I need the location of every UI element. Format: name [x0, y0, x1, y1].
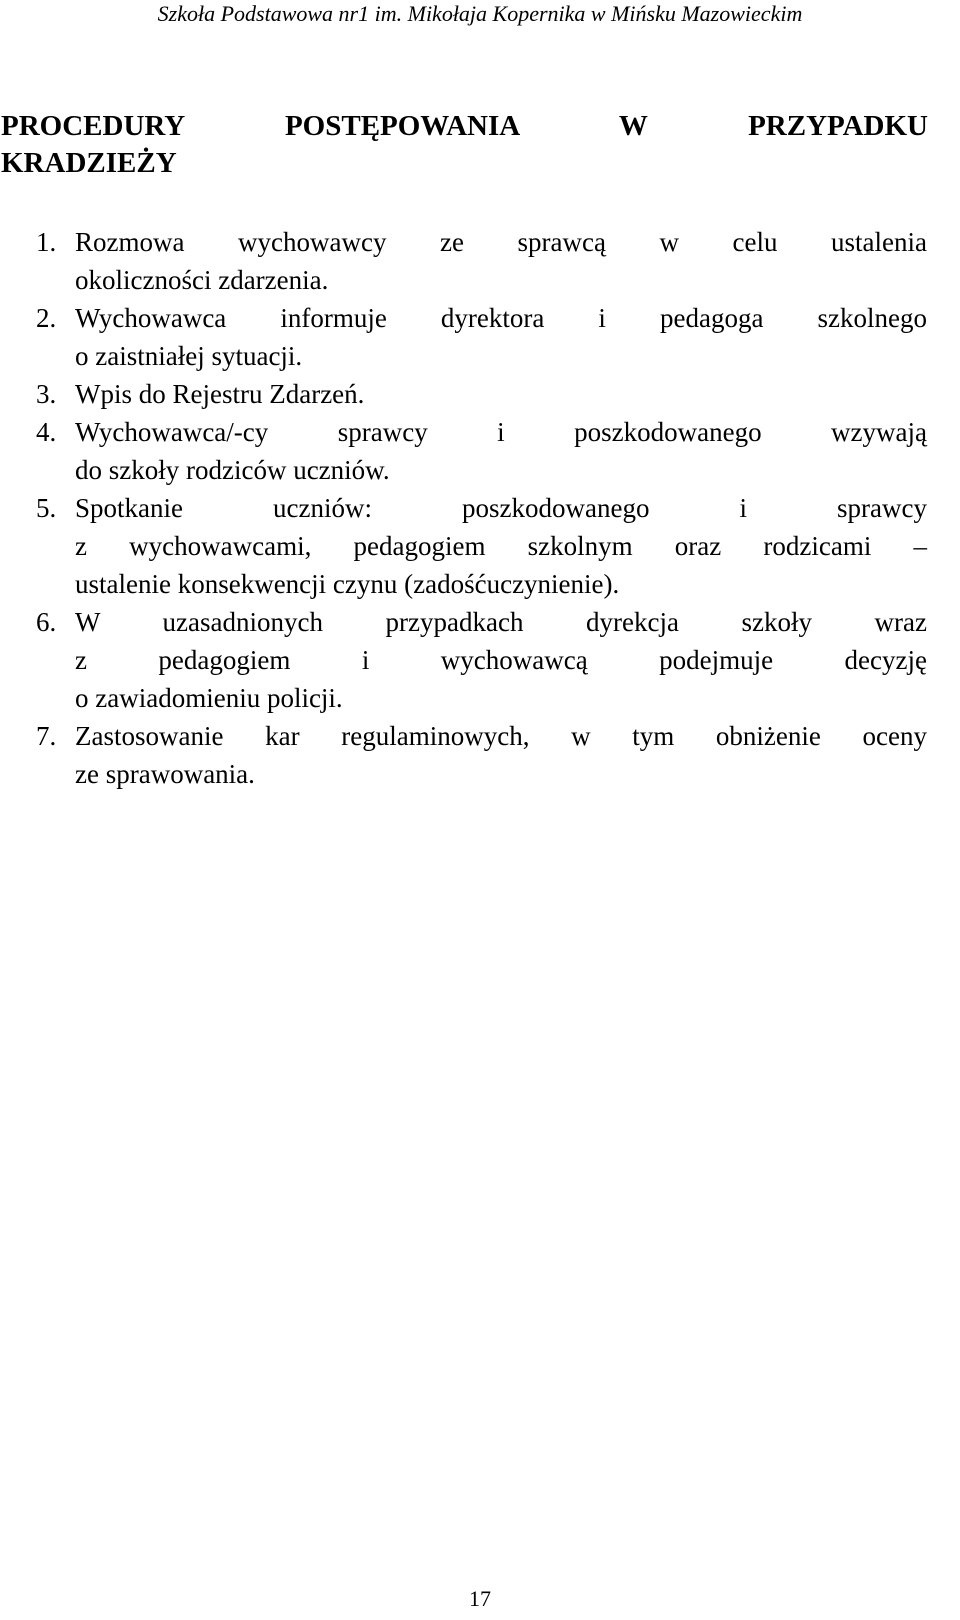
running-header: Szkoła Podstawowa nr1 im. Mikołaja Kopernika w Mińsku Mazowieckim: [157, 1, 803, 26]
list-item-text: [75, 489, 927, 603]
list-item-number: 2.: [36, 303, 57, 333]
list-item-text: [75, 413, 927, 489]
list-item-line: do szkoły rodziców uczniów.: [75, 455, 390, 485]
document-title: [1, 108, 928, 182]
list-item-line: o zawiadomieniu policji.: [75, 683, 343, 713]
list-item-number: 5.: [36, 493, 57, 523]
list-item: [0, 489, 927, 603]
list-item-number: 6.: [36, 607, 57, 637]
list-item-text: [75, 223, 927, 299]
list-item-text: [75, 299, 927, 375]
list-item: [0, 413, 927, 489]
list-item-text: [75, 375, 927, 413]
list-item-line: okoliczności zdarzenia.: [75, 265, 329, 295]
list-item-line: z pedagogiem i wychowawcą podejmuje decyzję: [75, 645, 927, 675]
list-item: [0, 603, 927, 717]
page-number: 17: [469, 1586, 491, 1611]
list-item-line: Zastosowanie kar regulaminowych, w tym obniżenie oceny: [75, 721, 927, 751]
list-item: [0, 375, 927, 413]
list-item-line: Wpis do Rejestru Zdarzeń.: [75, 379, 365, 409]
list-item-line: o zaistniałej sytuacji.: [75, 341, 303, 371]
list-item-line: Spotkanie uczniów: poszkodowanego i sprawcy: [75, 493, 927, 523]
procedure-list: [0, 223, 927, 793]
list-item-number: 4.: [36, 417, 57, 447]
list-item-line: ustalenie konsekwencji czynu (zadośćuczynienie).: [75, 569, 620, 599]
list-item-line: z wychowawcami, pedagogiem szkolnym oraz rodzicami –: [75, 531, 927, 561]
list-item-line: W uzasadnionych przypadkach dyrekcja szkoły wraz: [75, 607, 927, 637]
list-item-line: Wychowawca/-cy sprawcy i poszkodowanego wzywają: [75, 417, 927, 447]
document-title-line-2: KRADZIEŻY: [1, 147, 177, 179]
list-item: [0, 223, 927, 299]
list-item-number: 3.: [36, 379, 57, 409]
list-item: [0, 299, 927, 375]
list-item-line: Wychowawca informuje dyrektora i pedagoga szkolnego: [75, 303, 927, 333]
list-item: [0, 717, 927, 793]
list-item-number: 7.: [36, 721, 57, 751]
list-item-text: [75, 717, 927, 793]
list-item-line: ze sprawowania.: [75, 759, 255, 789]
list-item-number: 1.: [36, 227, 57, 257]
document-title-line-1: PROCEDURY POSTĘPOWANIA W PRZYPADKU: [1, 110, 928, 142]
list-item-line: Rozmowa wychowawcy ze sprawcą w celu ustalenia: [75, 227, 927, 257]
list-item-text: [75, 603, 927, 717]
